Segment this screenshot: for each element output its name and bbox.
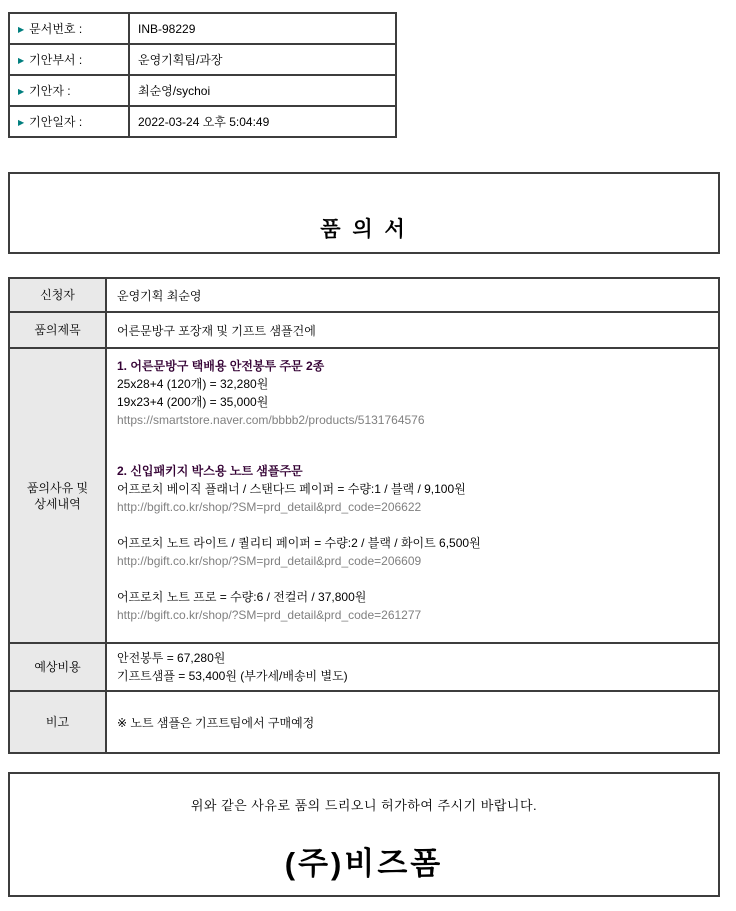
bullet-icon: ▶ xyxy=(18,56,25,65)
detail-spacer xyxy=(117,570,708,588)
doc-number-value: INB-98229 xyxy=(129,13,396,44)
doc-number-label xyxy=(9,13,129,44)
subject-row xyxy=(9,312,719,348)
doc-department-label xyxy=(9,44,129,75)
doc-info-row-number xyxy=(9,13,396,44)
detail-line-section1-heading: 1. 어른문방구 택배용 안전봉투 주문 2종 xyxy=(117,359,325,373)
detail-label xyxy=(9,348,106,643)
detail-line: 어프로치 베이직 플래너 / 스탠다드 페이퍼 = 수량:1 / 블랙 / 9,100원 xyxy=(117,482,466,496)
detail-row xyxy=(9,348,719,643)
doc-date-label xyxy=(9,106,129,137)
note-label: 비고 xyxy=(9,691,106,753)
doc-info-row-drafter xyxy=(9,75,396,106)
company-name: (주)비즈폼 xyxy=(284,846,444,881)
doc-info-row-date xyxy=(9,106,396,137)
doc-number-label-text: 문서번호 : xyxy=(29,22,83,36)
detail-line-url: http://bgift.co.kr/shop/?SM=prd_detail&prd_code=206622 xyxy=(117,500,422,514)
cost-line-gift-sample: 기프트샘플 = 53,400원 (부가세/배송비 별도) xyxy=(117,669,348,683)
detail-spacer xyxy=(117,429,708,462)
doc-department-value: 운영기획팀/과장 xyxy=(129,44,396,75)
footer-box xyxy=(8,772,720,897)
subject-value: 어른문방구 포장재 및 기프트 샘플건에 xyxy=(106,312,719,348)
doc-department-label-text: 기안부서 : xyxy=(29,53,83,67)
page-title: 품 의 서 xyxy=(320,218,408,241)
cost-content xyxy=(106,643,719,691)
detail-label-line1: 품의사유 및 xyxy=(26,480,89,495)
doc-drafter-label xyxy=(9,75,129,106)
bullet-icon: ▶ xyxy=(18,118,25,127)
detail-line-url: http://bgift.co.kr/shop/?SM=prd_detail&prd_code=261277 xyxy=(117,608,422,622)
applicant-label: 신청자 xyxy=(9,278,106,312)
doc-drafter-label-text: 기안자 : xyxy=(29,84,71,98)
detail-content xyxy=(106,348,719,643)
subject-label: 품의제목 xyxy=(9,312,106,348)
doc-drafter-value: 최순영/sychoi xyxy=(129,75,396,106)
approval-table xyxy=(8,277,720,754)
detail-line-section2-heading: 2. 신입패키지 박스용 노트 샘플주문 xyxy=(117,464,303,478)
detail-line-url: https://smartstore.naver.com/bbbb2/products/5131764576 xyxy=(117,413,425,427)
detail-line: 25x28+4 (120개) = 32,280원 xyxy=(117,377,269,391)
detail-line: 19x23+4 (200개) = 35,000원 xyxy=(117,395,269,409)
detail-spacer xyxy=(117,516,708,534)
bullet-icon: ▶ xyxy=(18,87,25,96)
doc-info-row-department xyxy=(9,44,396,75)
applicant-row xyxy=(9,278,719,312)
cost-line-envelope: 안전봉투 = 67,280원 xyxy=(117,651,226,665)
detail-line: 어프로치 노트 라이트 / 퀄리티 페이퍼 = 수량:2 / 블랙 / 화이트 6,500원 xyxy=(117,536,481,550)
doc-info-table xyxy=(8,12,397,138)
doc-date-label-text: 기안일자 : xyxy=(29,115,83,129)
note-row xyxy=(9,691,719,753)
detail-line-url: http://bgift.co.kr/shop/?SM=prd_detail&prd_code=206609 xyxy=(117,554,422,568)
cost-row xyxy=(9,643,719,691)
applicant-value: 운영기획 최순영 xyxy=(106,278,719,312)
doc-date-value: 2022-03-24 오후 5:04:49 xyxy=(129,106,396,137)
cost-label: 예상비용 xyxy=(9,643,106,691)
closing-text: 위와 같은 사유로 품의 드리오니 허가하여 주시기 바랍니다. xyxy=(190,798,538,813)
bullet-icon: ▶ xyxy=(18,25,25,34)
detail-line: 어프로치 노트 프로 = 수량:6 / 전컬러 / 37,800원 xyxy=(117,590,367,604)
note-value: ※ 노트 샘플은 기프트팀에서 구매예정 xyxy=(106,691,719,753)
detail-label-line2: 상세내역 xyxy=(34,496,81,511)
title-box xyxy=(8,172,720,254)
